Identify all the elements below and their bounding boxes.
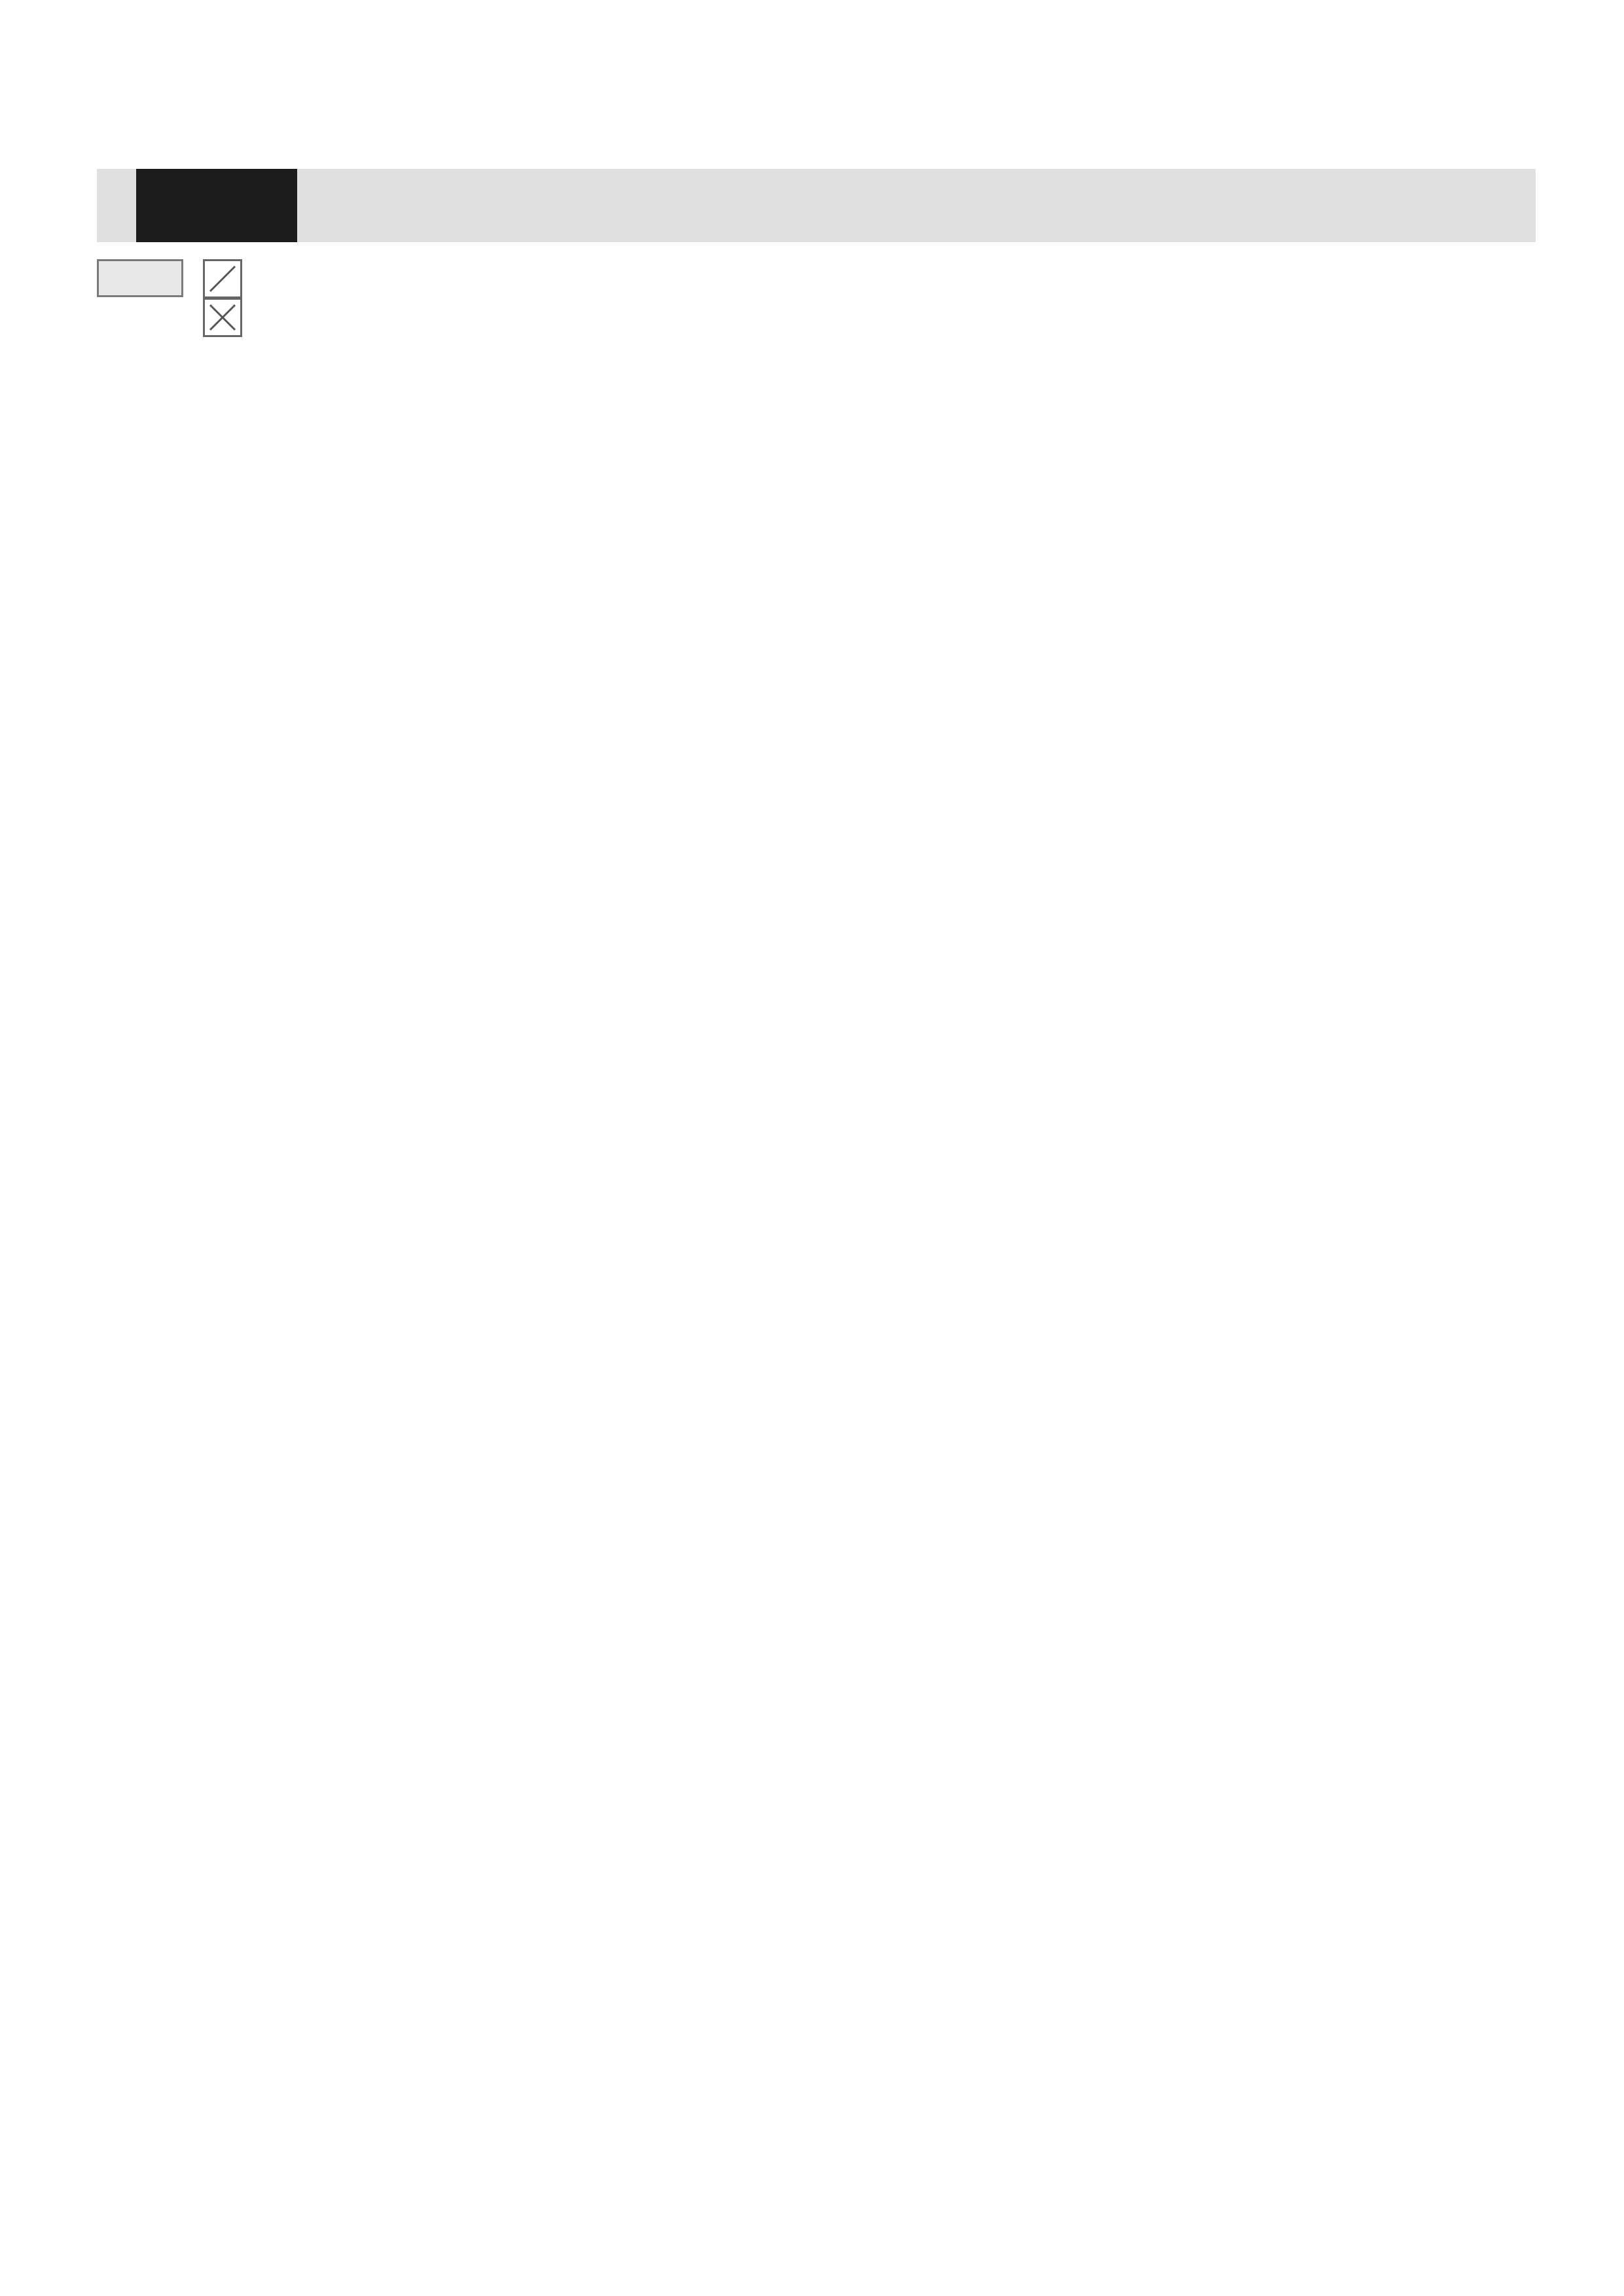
group-fractions	[1166, 360, 1520, 432]
name-header	[97, 746, 424, 805]
cross-references-label	[97, 1895, 389, 1960]
cross-group-whole-numbers	[389, 1895, 884, 1960]
cross-group-fractions-decimals	[1166, 1895, 1520, 1960]
group-addition-subtraction	[884, 360, 1166, 432]
cross-group-addition-subtraction	[884, 1895, 1166, 1960]
slash-icon	[203, 259, 242, 298]
code-label	[97, 259, 183, 297]
cross-icon	[203, 298, 242, 337]
worksheet-code	[136, 169, 297, 242]
number-skill-header	[308, 445, 367, 746]
group-whole-number	[389, 360, 884, 432]
title-band	[97, 169, 1536, 242]
question-number-label	[97, 831, 380, 873]
